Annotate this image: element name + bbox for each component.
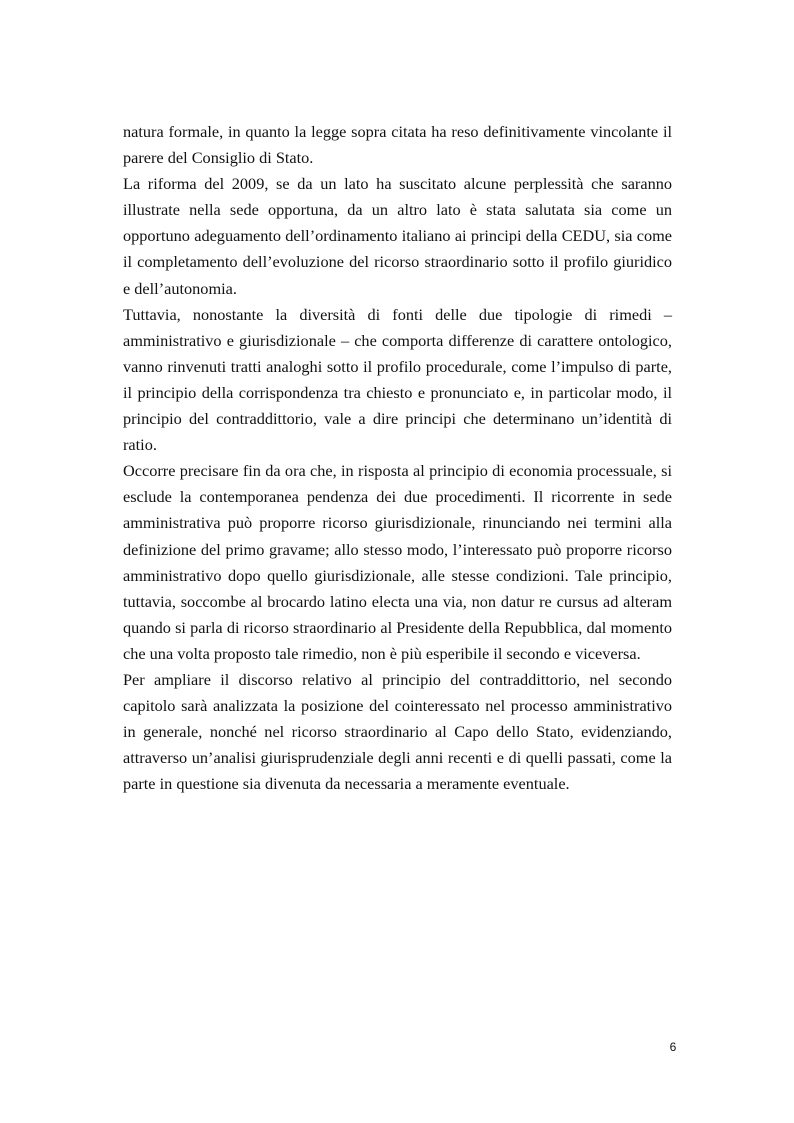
- paragraph-4: Occorre precisare fin da ora che, in risposta al principio di economia processuale, si esclude la contemporanea pendenza dei due procedimenti. Il ricorrente in sede amministrativa può proporre ricorso giurisdizionale, rinunciando nei termini alla definizione del primo gravame; allo stesso modo, l’interessato può proporre ricorso amministrativo dopo quello giurisdizionale, alle stesse condizioni. Tale principio, tuttavia, soccombe al brocardo latino electa una via, non datur re cursus ad alteram quando si parla di ricorso straordinario al Presidente della Repubblica, dal momento che una volta proposto tale rimedio, non è più esperibile il secondo e viceversa.: [123, 461, 672, 663]
- paragraph-1: natura formale, in quanto la legge sopra citata ha reso definitivamente vincolante il parere del Consiglio di Stato.: [123, 122, 672, 168]
- paragraph-5: Per ampliare il discorso relativo al principio del contraddittorio, nel secondo capitolo sarà analizzata la posizione del cointeressato nel processo amministrativo in generale, nonché nel ricorso straordinario al Capo dello Stato, evidenziando, attraverso un’analisi giurisprudenziale degli anni recenti e di quelli passati, come la parte in questione sia divenuta da necessaria a meramente eventuale.: [123, 669, 672, 794]
- paragraph-3: Tuttavia, nonostante la diversità di fonti delle due tipologie di rimedi – amministrativo e giurisdizionale – che comporta differenze di carattere ontologico, vanno rinvenuti tratti analoghi sotto il profilo procedurale, come l’impulso di parte, il principio della corrispondenza tra chiesto e pronunciato e, in particolar modo, il principio del contraddittorio, vale a dire principi che determinano un’identità di ratio.: [123, 304, 672, 455]
- body-text: [123, 119, 672, 797]
- page-number: 6: [669, 1040, 677, 1054]
- paragraph-2: La riforma del 2009, se da un lato ha suscitato alcune perplessità che saranno illustrate nella sede opportuna, da un altro lato è stata salutata sia come un opportuno adeguamento dell’ordinamento italiano ai principi della CEDU, sia come il completamento dell’evoluzione del ricorso straordinario sotto il profilo giuridico e dell’autonomia.: [123, 174, 672, 298]
